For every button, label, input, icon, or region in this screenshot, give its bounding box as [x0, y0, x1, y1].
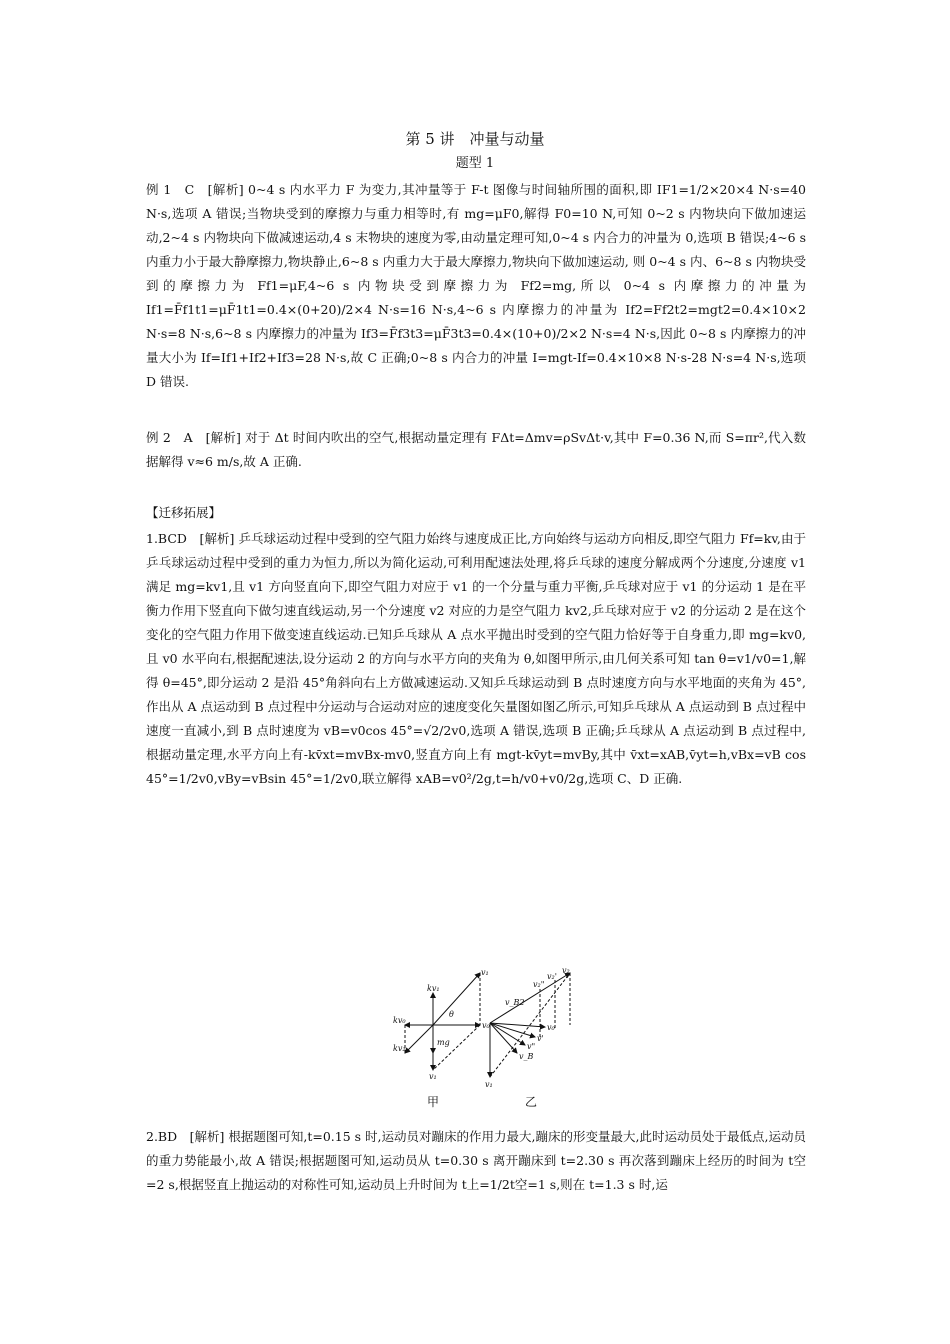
vector-diagram [385, 965, 575, 1105]
label-v2-dprime: v₂" [533, 980, 545, 989]
page-title: 第 5 讲 冲量与动量 [405, 130, 545, 148]
label-v-dprime: v" [527, 1042, 536, 1051]
section-subtitle: 题型 1 [455, 156, 495, 171]
label-v1-right: v₁ [485, 1080, 493, 1089]
label-v1-bottom: v₁ [429, 1072, 437, 1081]
label-v1-top: v₁ [481, 968, 489, 977]
diagram-left [405, 973, 480, 1070]
example-1-paragraph: 例 1 C [解析] 0~4 s 内水平力 F 为变力,其冲量等于 F-t 图像与时间轴所围的面积,即 IF1=1/2×20×4 N·s=40 N·s,选项 A 错误;当物块受到的摩擦力与重力相等时,有 mg=μF0,解得 F0=10 N,可知 0~2 s 内物块向下做加速运动,2~4 s 内物块向下做减速运动,4 s 末物块的速度为零,由动量定理可知,0~4 s 内合力的冲量为 0,选项 B 错误;4~6 s 内重力小于最大静摩擦力,物块静止,6~8 s 内重力大于最大摩擦力,物块向下做加速运动, 则 0~4 s 内、6~8 s 内物块受到的摩擦力为 Ff1=μF,4~6 s 内物块受到摩擦力为 Ff2=mg,所以 0~4 s 内摩擦力的冲量为 If1=F̄f1t1=μF̄1t1=0.4×(0+20)/2×4 N·s=16 N·s,4~6 s 内摩擦力的冲量为 If2=Ff2t2=mgt2=0.4×10×2 N·s=8 N·s,6~8 s 内摩擦力的冲量为 If3=F̄f3t3=μF̄3t3=0.4×(10+0)/2×2 N·s=4 N·s,因此 0~8 s 内摩擦力的冲量大小为 If=If1+If2+If3=28 N·s,故 C 正确;0~8 s 内合力的冲量 I=mgt-If=0.4×10×8 N·s-28 N·s=4 N·s,选项 D 错误. [146, 182, 806, 389]
label-kv2: kv₂ [393, 1044, 406, 1053]
label-kv1: kv₁ [427, 984, 440, 993]
example-2-paragraph: 例 2 A [解析] 对于 Δt 时间内吹出的空气,根据动量定理有 FΔt=Δmv=ρSvΔt·v,其中 F=0.36 N,而 S=πr²,代入数据解得 v≈6 m/s,故 A 正确. [146, 430, 806, 469]
label-v-prime: v' [537, 1034, 544, 1043]
label-v2: v₂ [562, 966, 570, 975]
extension-heading: 【迁移拓展】 [146, 505, 222, 520]
label-v0-right: v₀ [547, 1023, 555, 1032]
label-theta: θ [449, 1010, 454, 1019]
figure-caption-left: 甲 [427, 1095, 440, 1109]
question-1-paragraph: 1.BCD [解析] 乒乓球运动过程中受到的空气阻力始终与速度成正比,方向始终与运动方向相反,即空气阻力 Ff=kv,由于乒乓球运动过程中受到的重力为恒力,所以为简化运动,可利用配速法处理,将乒乓球的速度分解成两个分速度,分速度 v1 满足 mg=kv1,且 v1 方向竖直向下,即空气阻力对应于 v1 的一个分量与重力平衡,乒乓球对应于 v1 的分运动 1 是在平衡力作用下竖直向下做匀速直线运动,另一个分速度 v2 对应的力是空气阻力 kv2,乒乓球对应于 v2 的分运动 2 是在这个变化的空气阻力作用下做变速直线运动.已知乒乓球从 A 点水平抛出时受到的空气阻力恰好等于自身重力,即 mg=kv0,且 v0 水平向右,根据配速法,设分运动 2 的方向与水平方向的夹角为 θ,如图甲所示,由几何关系可知 tan θ=v1/v0=1,解得 θ=45°,即分运动 2 是沿 45°角斜向右上方做减速运动.又知乒乓球运动到 B 点时速度方向与水平地面的夹角为 45°,作出从 A 点运动到 B 点过程中分运动与合运动对应的速度变化矢量图如图乙所示,可知乒乓球从 A 点运动到 B 点过程中速度一直减小,到 B 点时速度为 vB=v0cos 45°=√2/2v0,选项 A 错误,选项 B 正确;乒乓球从 A 点运动到 B 点过程中,根据动量定理,水平方向上有-kv̄xt=mvBx-mv0,竖直方向上有 mgt-kv̄yt=mvBy,其中 v̄xt=xAB,v̄yt=h,vBx=vB cos 45°=1/2v0,vBy=vBsin 45°=1/2v0,联立解得 xAB=v0²/2g,t=h/v0+v0/2g,选项 C、D 正确. [146, 531, 806, 786]
label-mg: mg [437, 1038, 450, 1047]
label-v2-prime: v₂' [547, 972, 557, 981]
figure-caption-right: 乙 [525, 1095, 538, 1109]
diagram-right [490, 973, 570, 1077]
question-2-paragraph: 2.BD [解析] 根据题图可知,t=0.15 s 时,运动员对蹦床的作用力最大,蹦床的形变量最大,此时运动员处于最低点,运动员的重力势能最小,故 A 错误;根据题图可知,运动员从 t=0.30 s 离开蹦床到 t=2.30 s 再次落到蹦床上经历的时间为 t空=2 s,根据竖直上抛运动的对称性可知,运动员上升时间为 t上=1/2t空=1 s,则在 t=1.3 s 时,运 [146, 1129, 806, 1192]
label-kv0: kv₀ [393, 1016, 406, 1025]
label-v0-left: v₀ [482, 1021, 490, 1030]
label-vb: v_B [519, 1052, 534, 1061]
label-vb2: v_B2 [505, 998, 525, 1007]
